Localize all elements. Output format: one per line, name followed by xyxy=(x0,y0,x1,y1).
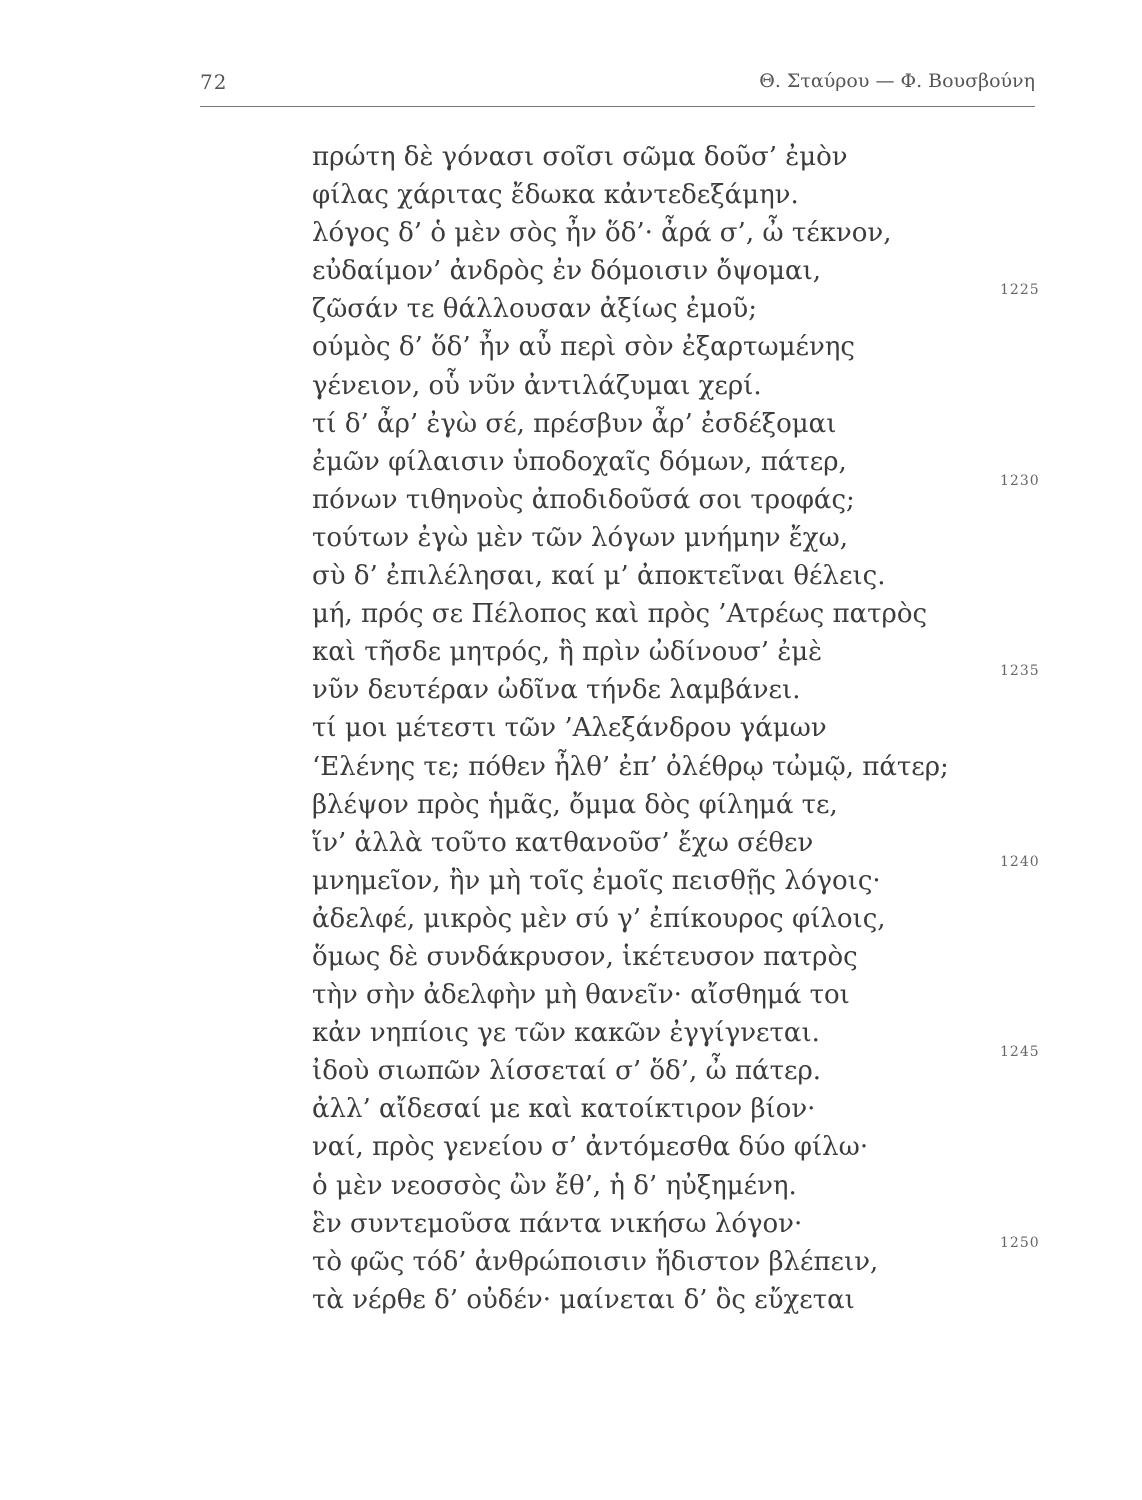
verse-line xyxy=(312,663,1040,709)
verse-line xyxy=(312,282,1040,328)
verse-text: ναί, πρὸς γενείου σ’ ἀντόμεσθα δύο φίλω· xyxy=(312,1132,869,1163)
verse-text: ἐμῶν φίλαισιν ὑποδοχαῖς δόμων, πάτερ, xyxy=(312,446,847,477)
line-number: 1245 xyxy=(1000,1044,1040,1061)
verse-text: μή, πρός σε Πέλοπος καὶ πρὸς ’Ατρέως πατρὸς xyxy=(312,599,928,630)
verse-line xyxy=(312,976,1012,1014)
verse-text: φίλας χάριτας ἔδωκα κἀντεδεξάμην. xyxy=(312,180,799,211)
verse-text: τούτων ἐγὼ μὲν τῶν λόγων μνήμην ἔχω, xyxy=(312,522,848,553)
verse-text: πρώτη δὲ γόνασι σοῖσι σῶμα δοῦσ’ ἐμὸν xyxy=(312,142,848,172)
running-head: Θ. Σταύρου — Φ. Βουσβούνη xyxy=(759,70,1035,92)
verse-block xyxy=(312,138,1040,1319)
verse-line xyxy=(312,557,1012,595)
verse-text: μνημεῖον, ἢν μὴ τοῖς ἐμοῖς πεισθῇς λόγοις· xyxy=(312,865,881,896)
verse-text: ‘Ελένης τε; πόθεν ἦλθ’ ἐπ’ ὀλέθρῳ τὠμῷ, πάτερ; xyxy=(312,751,949,782)
verse-text: ούμὸς δ’ ὅδ’ ἦν αὖ περὶ σὸν ἐξαρτωμένης xyxy=(312,332,855,363)
verse-text: βλέψον πρὸς ἡμᾶς, ὄμμα δὸς φίλημά τε, xyxy=(312,789,838,820)
verse-text: ὁ μὲν νεοσσὸς ὢν ἔθ’, ἡ δ’ ηὐξημένη. xyxy=(312,1170,797,1201)
verse-text: ἀδελφέ, μικρὸς μὲν σύ γ’ ἐπίκουρος φίλοις, xyxy=(312,903,886,934)
verse-line xyxy=(312,633,1012,671)
verse-line xyxy=(312,472,1040,519)
header-rule xyxy=(200,106,1035,107)
verse-text: τί δ’ ἆρ’ ἐγὼ σέ, πρέσβυν ἆρ’ ἐσδέξομαι xyxy=(312,408,837,439)
page-number: 72 xyxy=(200,70,228,94)
verse-line xyxy=(312,900,1012,938)
verse-line xyxy=(312,214,1012,252)
verse-line xyxy=(312,519,1012,557)
verse-line xyxy=(312,1205,1012,1243)
verse-line xyxy=(312,1044,1040,1090)
verse-text: σὺ δ’ ἐπιλέλησαι, καί μ’ ἀποκτεῖναι θέλεις. xyxy=(312,561,886,592)
line-number: 1225 xyxy=(1000,282,1040,299)
verse-line xyxy=(312,786,1012,824)
line-number: 1250 xyxy=(1000,1234,1040,1251)
verse-line xyxy=(312,709,1012,747)
verse-text: ἀλλ’ αἴδεσαί με καὶ κατοίκτιρον βίον· xyxy=(312,1094,816,1125)
verse-line xyxy=(312,595,1012,633)
verse-text: ἓν συντεμοῦσα πάντα νικήσω λόγον· xyxy=(312,1208,803,1239)
verse-text: τί μοι μέτεστι τῶν ’Αλεξάνδρου γάμων xyxy=(312,713,827,744)
verse-text: καὶ τῆσδε μητρός, ἣ πρὶν ὠδίνουσ’ ἐμὲ xyxy=(312,637,823,668)
line-number: 1230 xyxy=(1000,472,1040,489)
verse-line xyxy=(312,1014,1012,1052)
verse-line xyxy=(312,405,1012,443)
verse-text: τὸ φῶς τόδ’ ἀνθρώποισιν ἥδιστον βλέπειν, xyxy=(312,1246,879,1277)
line-number: 1235 xyxy=(1000,663,1040,680)
verse-line xyxy=(312,1167,1012,1205)
verse-text: ἰδοὺ σιωπῶν λίσσεταί σ’ ὅδ’, ὦ πάτερ. xyxy=(312,1056,822,1087)
verse-line xyxy=(312,176,1012,214)
verse-text: λόγος δ’ ὁ μὲν σὸς ἦν ὅδ’· ἆρά σ’, ὦ τέκνον, xyxy=(312,218,892,249)
verse-line xyxy=(312,367,1012,405)
verse-text: γένειον, οὗ νῦν ἀντιλάζυμαι χερί. xyxy=(312,370,762,401)
verse-line xyxy=(312,853,1040,900)
line-number: 1240 xyxy=(1000,853,1040,870)
page-header xyxy=(200,66,1035,106)
verse-text: ἵν’ ἀλλὰ τοῦτο κατθανοῦσ’ ἔχω σέθεν xyxy=(312,827,814,858)
verse-line xyxy=(312,748,1012,786)
verse-text: τὰ νέρθε δ’ οὐδέν· μαίνεται δ’ ὃς εὔχεται xyxy=(312,1284,855,1315)
verse-line xyxy=(312,1128,1012,1166)
verse-line xyxy=(312,252,1012,290)
verse-text: κἀν νηπίοις γε τῶν κακῶν ἐγγίγνεται. xyxy=(312,1018,820,1049)
verse-line xyxy=(312,328,1012,366)
verse-line xyxy=(312,824,1012,862)
verse-line xyxy=(312,138,1012,176)
verse-text: τὴν σὴν ἀδελφὴν μὴ θανεῖν· αἴσθημά τοι xyxy=(312,980,850,1011)
verse-text: νῦν δευτέραν ὠδῖνα τήνδε λαμβάνει. xyxy=(312,675,801,706)
verse-line xyxy=(312,1090,1012,1128)
verse-line xyxy=(312,938,1012,976)
verse-text: εὐδαίμον’ ἀνδρὸς ἐν δόμοισιν ὄψομαι, xyxy=(312,256,822,287)
verse-text: ζῶσάν τε θάλλουσαν ἀξίως ἐμοῦ; xyxy=(312,294,757,325)
verse-line xyxy=(312,1234,1040,1281)
verse-text: ὅμως δὲ συνδάκρυσον, ἱκέτευσον πατρὸς xyxy=(312,941,858,972)
verse-text: πόνων τιθηνοὺς ἀποδιδοῦσά σοι τροφάς; xyxy=(312,484,855,515)
verse-line xyxy=(312,1281,1012,1319)
verse-line xyxy=(312,443,1012,481)
